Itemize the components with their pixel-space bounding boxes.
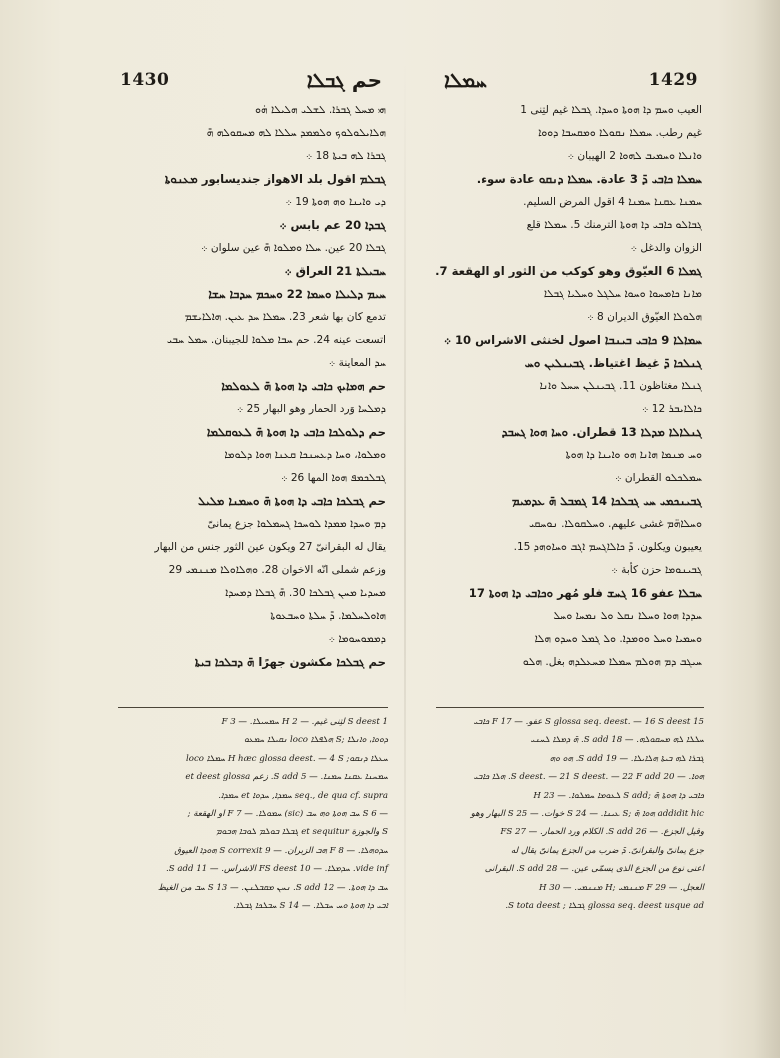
footnote-line: ܚܒ ܕܐ ܗܘܬܐ. — 12 S add. ܢܚܢ ܡܩܒܠܢܢ. — 13 S ܚܒ من الغيظ bbox=[157, 882, 388, 893]
entry-line: ܓܒܕܐ 20 عم بابس ܀ bbox=[279, 218, 386, 232]
footnote-line: ܚܡܚܢܐ ܥܩܢܐ ܚܡܢܐ. — 5 S add. زعم et deest glossa bbox=[185, 772, 388, 783]
left-column-text bbox=[118, 99, 386, 705]
footnote-line: جزع يمانىّ والبقرانىّ. ܕ̄ ضرب من الجزع يمانىّ يقال له bbox=[510, 845, 704, 856]
text-line: ܓܒܠܟܡܦ ܗܘܐ المها 26 ܀ bbox=[281, 472, 386, 484]
text-line: ܚܡܠܟܠܘ القطران ܀ bbox=[615, 472, 702, 484]
text-line: ܚܡܢܐ ܥܩܢܐ ܚܡܢܐ 4 اقول المرض السليم. bbox=[523, 196, 702, 208]
text-line: وزعم شملى انّه الاخوان 28. ܘܗܠܐܘܠܐ ܡܢܢܡܝ 29 bbox=[168, 564, 386, 576]
right-running-head: ܚܡܠܐ bbox=[444, 68, 487, 92]
entry-line: ܚܒܝܠܬܐ 21 العراق ܀ bbox=[284, 264, 386, 278]
entry-line: ܓܢܠܟܐ ܕ̄ غيظ اغتياظ. ܓܒܝܢܠܝܢ ܘܚ bbox=[524, 356, 702, 370]
entry-line: ܓܒܠܡ اقول بلد الاهواز جنديسابور ܡܥܢܘܬܐ bbox=[164, 172, 386, 186]
entry-line: ܓܒܝܢܟܡܝ ܚܝ ܓܒܠܟܐ 14 ܓܡܒܠ ܗ̄ ܥܕܡܝܡ bbox=[511, 494, 702, 508]
right-footnote-divider bbox=[436, 707, 704, 708]
footnote-line: — 6 S ܚܒ ܗܘܬܐ ܘܗ ܚܒ (sic) ܚܡܘܠܐ. — 7 F او الهقعة ; bbox=[187, 808, 388, 819]
text-line: يقال له البقرانىّ 27 ويكون عين الثور جنس من البهار bbox=[154, 541, 386, 553]
text-line: ܗܝ ܡܚܠ ܓܒܪܐ. ܠܫܠܝ ܗܠܝܠܐ ܗ̇ܘ bbox=[255, 104, 386, 116]
entry-line: حم ܗܡܐܝܟ ܟܐܒܝ ܕܐ ܗܘܬܐ ܗ̄ ܠܥܘܠܡܐ bbox=[221, 379, 386, 393]
left-running-head: حم ܓܒܠܐ bbox=[306, 68, 382, 92]
text-line: ܓܢܠܐ مغتاظون 11. ܓܒܝܢܠܢ ܚܚܠ ܘܐܢܐ bbox=[539, 380, 702, 392]
text-line: ܕܡܠܚܐ وَرد الحمار وهو البهار 25 ܀ bbox=[236, 403, 386, 415]
text-line: ܡܚܕܝܐ ܡܚܢ ܓܒܠܟܐ 30. ܗ̄ ܓܒܠܐ ܕܡܚܕܐ bbox=[225, 587, 386, 599]
text-line: ܓܒܝܢܘܡܐ حزن كأبة ܀ bbox=[611, 564, 702, 576]
text-line: غيم رطب. ܚܡܠܐ ܢܩܘܠܐ ܘܡܩܚܒܐ ܕܘܘܐ bbox=[538, 127, 702, 139]
right-footnotes bbox=[436, 713, 704, 915]
footnote-line: ܚܠܠܐ ܠܗ ܡܚܩܘܠܗ. — 18 S add. ܗ̄ ܕܡܠܐ ܠܚܢܝ bbox=[530, 735, 704, 746]
text-line: اتسعت عينه 24. حم ܚܒܐ ܡܠܘܐ للجيبنان. ܚܡܠ ܚܒܝ bbox=[166, 334, 386, 346]
text-line: ܚܝܓܒ ܕܡ ܗܘܠܡ ܚܡܠܐ ܡܚܥܠܕܗ بغل. ܗܠܘ bbox=[522, 656, 702, 668]
text-line: ܗܠܐܝܠܘܠܘܟ ܘܠܡܡܕ ܚܠܠܐ ܠܗ ܡܚܩܘܠܗ ܗ̄ bbox=[206, 127, 386, 139]
entry-line: حم ܓܒܠܟܐ ܟܐܒܝ ܕܐ ܗܘܬܐ ܗ̄ ܘܚܡܢܐ ܡܠܝܠ bbox=[198, 494, 386, 508]
left-footnote-divider bbox=[118, 707, 388, 708]
entry-line: ܚܝܡ ܕܠܝܠܐ ܘܚܡܐ 22 ܘܚܟܡ ܚܕܒܐ ܚܫܐ bbox=[208, 287, 386, 301]
footnote-line: ܓܒܪܐ ܠܗ ܒܝܬܐ ܗܠܐܝܠܐ. — 19 S add. ܗܘ ܘܗ bbox=[549, 753, 704, 764]
footnote-line: اعنى نوع من الجزع الذى يسمّى عين. — 28 S add. البقرانى bbox=[484, 864, 704, 875]
text-line: يعيبون ويكلون. ܕ̄ ܟܐܠܐܓܚܡ ܐܓܒ ܘܚܐܘܗܕ 15. bbox=[513, 541, 702, 553]
text-line: ܚܕ المعاينة ܀ bbox=[328, 357, 386, 369]
right-page-header bbox=[444, 66, 698, 94]
footnote-line: 1 S deest لتِنى غيم. — 2 H ܚܡܚܝܠܐ. — 3 F bbox=[221, 717, 388, 727]
text-line: ܓܒܐܠܘ ܟܐܒܝ ܕܐ ܗܘܬܐ الترمنك 5. ܚܡܠܐ قلع bbox=[526, 219, 702, 231]
text-line: ܗܐܘܠܚܠܡܐ. ܕ̄ ܚܠܬܐ ܘܚܒܥܘܬܐ bbox=[270, 610, 386, 622]
footnote-line: ܗܘܐ. — 20 S deest. — 21 S deest. — 22 F add. ܗܠܐ ܟܐܒܝ bbox=[473, 772, 704, 783]
entry-line: ܚܡܐܠܐ 9 ܟܐܒܝ ܒܝܢܒܐ اصول لخنثى الاشراس 10 ܀ bbox=[443, 333, 702, 347]
text-line: ܓܒܪܐ ܠܗ ܒܝܬܐ 18 ܀ bbox=[305, 150, 386, 162]
entry-line: حم ܕܠܘܠܟܐ ܟܐܒܝ ܕܐ ܗܘܬܐ ܗ̄ ܠܥܘܩܠܡܐ bbox=[206, 425, 386, 439]
text-line: ܘܚܠܐܗ̈ܡ غشى عليهم. ܘܚܠܩܘܠܐ. ܢܘܚܩܝ bbox=[528, 518, 702, 530]
footnote-line: ܟܐܒܝ ܕܐ ܗܘܬܐ ܗ̄ ;S add ܠܥܘܡܐ ܚܡܠܘܐ. — 23 H bbox=[533, 790, 704, 801]
entry-line: حم ܓܒܠܟܐ مكشون جهرًا ܗ̄ ܕܒܠܟܐ ܒܝܬܐ bbox=[194, 655, 386, 669]
footnote-line: S والجوزة et sequitur ܓܒܠܐ ܒܘܠܡ ܠܘܒܐ ܗܒܘܡ bbox=[215, 827, 388, 838]
left-page-number: 1430 bbox=[120, 70, 170, 90]
text-line: العيب ܘܚܡ ܕܐ ܗܘܬܐ ܘܚܕܐ. ܓܒܠܐ غيم لتِنى 1 bbox=[520, 104, 702, 116]
right-page-number: 1429 bbox=[648, 70, 698, 90]
footnote-line: وقيل الجزع. — 26 S add. الكلام ورد الحمار. — 27 FS bbox=[500, 827, 704, 838]
page-edge-shadow bbox=[754, 0, 780, 1058]
footnote-line: العجل. — 29 F ܡܢܢܡܝ ;H ܡܢܢܡܝ. — 30 H bbox=[539, 882, 704, 893]
footnote-line: ܚܕܘܗܠܐ. — 8 F ܗܒ الزبران. — 9 S correxit ܗܘܕܐ العيوق bbox=[174, 845, 388, 856]
text-line: ܕܡܡܘܚܘܡܐ ܀ bbox=[328, 633, 386, 645]
text-line: ܚܕܕܐ ܗܘܐ ܘܚܠܐ ܢܩܠ ܘܠ ܢܡܚܐ ܘܚܠ bbox=[553, 610, 702, 622]
text-line: الزوان والدغل ܀ bbox=[630, 242, 702, 254]
footnote-line: 15 S glossa seq. deest. — 16 S deest عفو. — 17 F ܟܐܒܝ bbox=[473, 717, 704, 727]
text-line: ܘܚ ܡܢܡܐ ܗܐܢܐ ܗܘ ܘܐܝܢܐ ܕܐ ܗܘܬܐ bbox=[565, 449, 702, 461]
text-line: تدمع كان بها شعر 23. ܚܡܠܐ ܚܕ ܥܝܢ. ܗܐܠܐܝܫܡ bbox=[184, 311, 386, 323]
entry-line: ܚܡܠܐ ܟܐܒܝ ܕ̄ 3 عادة. ܚܡܠܐ ܕܢܩܘ عادة سوء. bbox=[476, 172, 702, 186]
text-line: ܘܚܡܝܐ ܘܚܠ ܘܘܡܕܐ. ܘܠ ܓܡܠ ܘܚܕܘ ܗܠܐ bbox=[534, 633, 702, 645]
text-line: ܗܠܘܠܐ العيّوق الديران 8 ܀ bbox=[587, 311, 702, 323]
footnote-line: glossa seq. deest usque ad ܓܒܠܐ ; S tota deest. bbox=[505, 900, 704, 911]
text-line: ܘܡܠܘܐ، ܘܚܐ ܕܥܚܢܟܐ ܩܥܢܐ ܗܘܐ ܕܠܘܡܐ bbox=[224, 449, 386, 461]
footnote-line: ܚܥܠܐ ܕܢܩܘ; H hæc glossa deest. — 4 S ܚܡܠܐ loco bbox=[186, 753, 388, 764]
footnote-line: seq., de qua cf. supra ܚܡܕܐ, ܚܕܘܐ et ܚܡܕܐ. bbox=[218, 790, 388, 801]
text-line: ܕܡ ܘܚܕܐ ܡܡܕܐ ܠܘܚܟܐ ܓܚܡܠܘܐ جزع يمانىّ bbox=[207, 518, 386, 530]
page-gutter bbox=[404, 60, 406, 1020]
entry-line: ܚܒܠܐ عفو 16 ܓܚܫ فلو مُهر ܘܟܐܒܝ ܕܐ ܗܘܬܐ 17 bbox=[468, 586, 702, 600]
footnote-line: ܕܘܘܐ، ܘܐܢܠܐ ;S ܗܠܦܠܐ loco ܢܩܝܠܐ ܚܡܥܘ bbox=[243, 735, 388, 746]
entry-line: ܓܢܠܐܠܐ ܡܕܠܐ 13 قطران. ܘܚܐ ܗܘܐ ܓܚܒܕ bbox=[501, 425, 702, 439]
right-column-text bbox=[436, 99, 702, 705]
text-line: ܘܐܢܠܐ ܘܚܡܝܒ ܠܗܘܐ 2 الهيبان ܀ bbox=[567, 150, 702, 162]
text-line: ܟܐܠܐܝܒܪ 12 ܀ bbox=[642, 403, 702, 415]
text-line: ܡܐܢܐ ܟܐܡܚܘܐ ܘܚܘܐ ܚܠܓܠ ܘܚܠܝܐ ܓܒܠܐ bbox=[543, 288, 702, 300]
footnote-line: addidit hic ܗܘܐ ܗ̄ ;S ܥܝܢܐ. — 24 S خوات. — 25 S البهار وهو bbox=[470, 808, 704, 819]
text-line: ܓܒܠܐ 20 عين. ܚܠܐ ܘܡܠܘܐ ܗ̄ عين سلوان ܀ bbox=[201, 242, 386, 254]
left-page-header bbox=[120, 66, 382, 94]
left-footnotes bbox=[118, 713, 388, 915]
text-line: ܕܝ ܘܐܝܢܐ ܘܗ ܗܘܬܐ 19 ܀ bbox=[285, 196, 386, 208]
entry-line: ܓܡܠܐ 6 العيّوق وهو كوكب من الثور او الهقعة 7. bbox=[435, 264, 702, 278]
footnote-line: ܐܒܝ ܕܐ ܗܘܬܐ ܘܚ ܚܒܠܐ. — 14 S ܚܒܠܟܐ ܓܒܠܐ. bbox=[233, 900, 388, 911]
footnote-line: vide inf. ܚܕܡܠܐ. — 10 FS deest الاشراس. — 11 S add. bbox=[166, 864, 388, 875]
